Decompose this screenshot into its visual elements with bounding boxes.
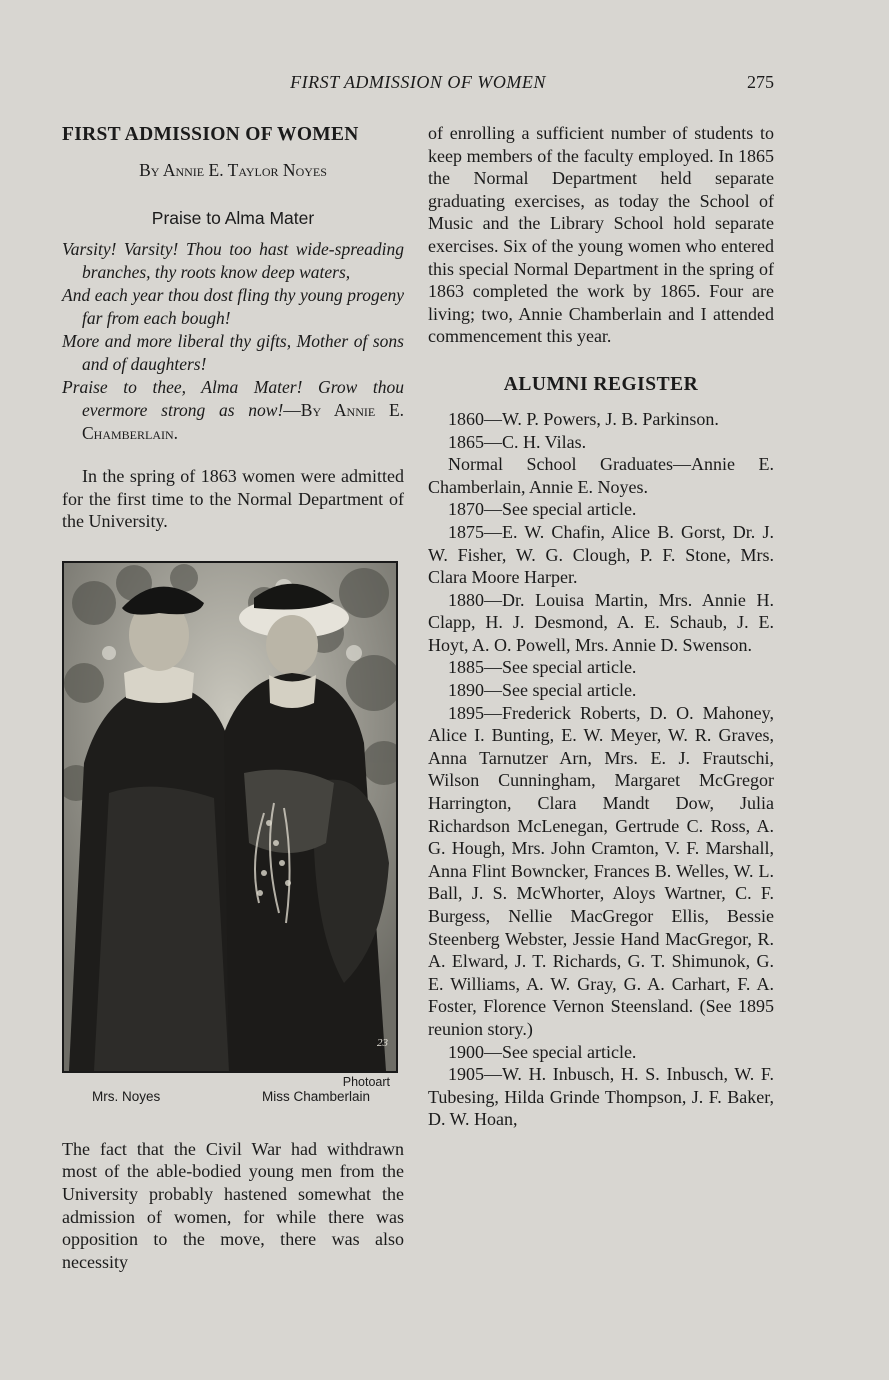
poem-line: Varsity! Varsity! Thou too hast wide-spreading branches, thy roots know deep waters, xyxy=(62,239,404,282)
closing-paragraph: The fact that the Civil War had withdrawn most of the able-bodied young men from the University probably hastened somewhat the admission of women, for while there was opposition to the move, there was also necessity xyxy=(62,1138,404,1272)
register-entry: 1890—See special article. xyxy=(448,680,637,701)
poem-title: Praise to Alma Mater xyxy=(151,208,315,228)
right-column xyxy=(428,122,774,1131)
byline: By Annie E. Taylor Noyes xyxy=(139,160,327,180)
photograph xyxy=(62,561,398,1073)
section-title: ALUMNI REGISTER xyxy=(503,373,699,395)
poem-line-text: Praise to thee, Alma Mater! Grow thou evermore strong as now! xyxy=(62,377,404,420)
running-title: FIRST ADMISSION OF WOMEN xyxy=(290,72,546,92)
photo-figure xyxy=(62,561,398,1104)
register-entry: 1905—W. H. Inbusch, H. S. Inbusch, W. F. Tubesing, Hilda Grinde Thompson, J. F. Baker, D. W. Hoan, xyxy=(428,1064,774,1130)
continued-paragraph: of enrolling a sufficient number of students to keep members of the faculty employed. In 1865 the Normal Department held separate graduating exercises, as today the School of Music and the Library School hold separate exercises. Six of the young women who entered this special Normal Department in the spring of 1863 completed the work by 1865. Four are living; two, Annie Chamberlain and I attended commencement this year. xyxy=(428,123,774,347)
poem xyxy=(62,238,404,445)
register-list xyxy=(428,408,774,1131)
caption-left: Mrs. Noyes xyxy=(92,1088,161,1104)
article-title: FIRST ADMISSION OF WOMEN xyxy=(62,124,359,145)
register-entry: 1860—W. P. Powers, J. B. Parkinson. xyxy=(448,408,719,429)
poem-line: More and more liberal thy gifts, Mother of sons and of daughters! xyxy=(62,331,404,374)
page-number: 275 xyxy=(747,72,774,92)
intro-paragraph: In the spring of 1863 women were admitted for the first time to the Normal Department of the University. xyxy=(62,466,404,532)
photo-corner-mark: 23 xyxy=(377,1036,388,1049)
register-entry: 1875—E. W. Chafin, Alice B. Gorst, Dr. J. W. Fisher, W. G. Clough, P. F. Stone, Mrs. Clara Moore Harper. xyxy=(428,521,774,588)
running-head xyxy=(62,72,774,96)
register-entry: 1865—C. H. Vilas. xyxy=(448,431,587,452)
register-entry: 1880—Dr. Louisa Martin, Mrs. Annie H. Clapp, H. J. Desmond, A. E. Schaub, J. E. Hoyt, A. O. Powell, Mrs. Annie D. Swenson. xyxy=(428,589,774,655)
register-entry: 1900—See special article. xyxy=(448,1041,637,1062)
register-entry: 1885—See special article. xyxy=(448,657,637,678)
poem-attribution: —By Annie E. Chamberlain. xyxy=(82,400,405,443)
poem-line: And each year thou dost fling thy young progeny far from each bough! xyxy=(62,285,404,328)
left-column xyxy=(62,122,404,1273)
register-entry: Normal School Graduates—Annie E. Chamberlain, Annie E. Noyes. xyxy=(428,454,774,497)
poem-line xyxy=(62,376,404,445)
register-entry: 1895—Frederick Roberts, D. O. Mahoney, Alice I. Bunting, E. W. Meyer, W. R. Graves, Anna Tarnutzer Arn, Mrs. E. J. Frautschi, Wilson Cunningham, Margaret McGregor Harrington, Clara Mandt Dow, Julia Richardson McLenegan, Gertrude C. Ross, A. G. Hough, Mrs. John Cramton, V. F. Marshall, Anna Flint Bowncker, Frances B. Welles, W. L. Ball, J. S. McWhorter, Aloys Wartner, C. F. Burgess, Nellie MacGregor Ellis, Bessie Steenberg Webster, Jessie Hand MacGregor, R. A. Elward, J. T. Richards, G. T. Shimunok, G. E. Williams, A. W. Gray, G. A. Carhart, F. A. Foster, Florence Vernon Steensland. (See 1895 reunion story.) xyxy=(428,702,774,1039)
photo-credit: Photoart xyxy=(342,1074,390,1089)
register-entry: 1870—See special article. xyxy=(448,499,637,520)
photo-captions xyxy=(62,1089,398,1104)
caption-right: Miss Chamberlain xyxy=(261,1088,370,1104)
photo-illustration xyxy=(64,563,396,1071)
